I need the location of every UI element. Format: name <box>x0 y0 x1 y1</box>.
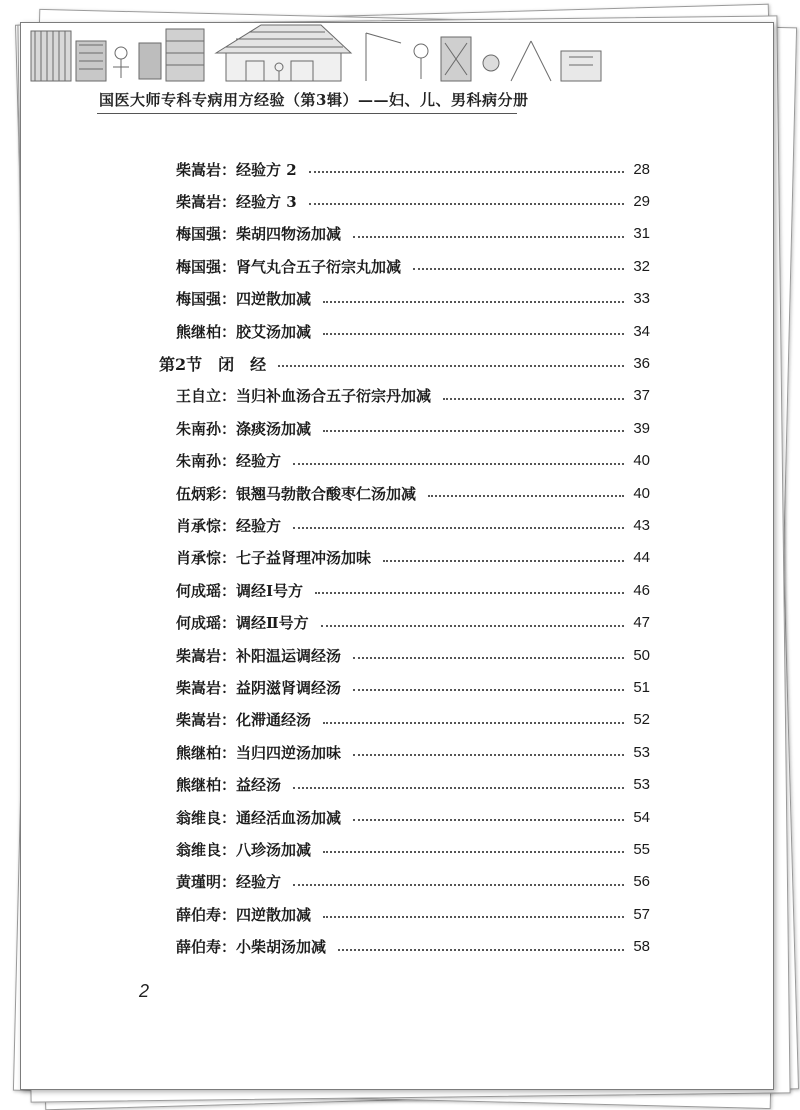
toc-entry-page: 43 <box>633 516 650 534</box>
toc-entry-page: 52 <box>633 711 650 729</box>
toc-leader-dots <box>293 463 624 465</box>
toc-leader-dots <box>353 236 624 238</box>
toc-entry[interactable] <box>176 220 650 248</box>
toc-entry-title: 黄瑾明：经验方 <box>176 873 282 892</box>
toc-entry-page: 55 <box>633 840 650 858</box>
toc-leader-dots <box>323 430 624 432</box>
toc-entry-title: 王自立：当归补血汤合五子衍宗丹加减 <box>176 387 432 406</box>
toc-entry[interactable] <box>176 868 650 896</box>
toc-leader-dots <box>323 722 624 724</box>
toc-entry[interactable] <box>176 187 650 215</box>
toc-entry-title: 梅国强：柴胡四物汤加减 <box>176 225 342 244</box>
toc-entry-title: 何成瑶：调经Ⅰ号方 <box>176 581 304 600</box>
toc-entry[interactable] <box>176 803 650 831</box>
toc-leader-dots <box>428 495 624 497</box>
toc-section-heading[interactable] <box>159 349 650 377</box>
toc-entry[interactable] <box>176 641 650 669</box>
toc-entry-page: 39 <box>633 419 650 437</box>
toc-entry-title: 伍炳彩：银翘马勃散合酸枣仁汤加减 <box>176 484 417 503</box>
toc-leader-dots <box>309 203 624 205</box>
book-page <box>20 22 774 1090</box>
toc-entry-title: 朱南孙：经验方 <box>176 452 282 471</box>
toc-entry[interactable] <box>176 933 650 961</box>
toc-entry-page: 44 <box>633 549 650 567</box>
toc-entry-page: 33 <box>633 290 650 308</box>
toc-entry-title: 何成瑶：调经Ⅱ号方 <box>176 614 309 633</box>
toc-entry[interactable] <box>176 835 650 863</box>
toc-entry-page: 46 <box>633 581 650 599</box>
toc-leader-dots <box>278 365 624 367</box>
toc-entry-title: 薛伯寿：小柴胡汤加减 <box>176 938 327 957</box>
toc-leader-dots <box>315 592 624 594</box>
toc-leader-dots <box>309 171 624 173</box>
toc-leader-dots <box>323 916 624 918</box>
toc-entry-title: 柴嵩岩：经验方 3 <box>176 192 297 211</box>
toc-entry-page: 40 <box>633 452 650 470</box>
toc-leader-dots <box>323 851 624 853</box>
toc-entry-title: 肖承悰：经验方 <box>176 516 282 535</box>
toc-entry[interactable] <box>176 447 650 475</box>
toc-entry-title: 熊继柏：胶艾汤加减 <box>176 322 312 341</box>
toc-leader-dots <box>443 398 624 400</box>
toc-entry-page: 31 <box>633 225 650 243</box>
toc-entry-title: 薛伯寿：四逆散加减 <box>176 905 312 924</box>
toc-entry[interactable] <box>176 738 650 766</box>
toc-entry-title: 肖承悰：七子益肾理冲汤加味 <box>176 549 372 568</box>
toc-entry-title: 翁维良：通经活血汤加减 <box>176 808 342 827</box>
toc-entry-title: 柴嵩岩：补阳温运调经汤 <box>176 646 342 665</box>
toc-entry-page: 53 <box>633 743 650 761</box>
toc-entry[interactable] <box>176 382 650 410</box>
toc-entry-title: 柴嵩岩：化滞通经汤 <box>176 711 312 730</box>
toc-entry-title: 熊继柏：当归四逆汤加味 <box>176 743 342 762</box>
toc-entry-page: 36 <box>633 354 650 372</box>
toc-entry[interactable] <box>176 771 650 799</box>
toc-leader-dots <box>321 625 624 627</box>
toc-entry-title: 梅国强：四逆散加减 <box>176 290 312 309</box>
toc-entry-title: 梅国强：肾气丸合五子衍宗丸加减 <box>176 257 402 276</box>
toc-entry[interactable] <box>176 317 650 345</box>
toc-entry[interactable] <box>176 155 650 183</box>
toc-entry-page: 32 <box>633 257 650 275</box>
toc-entry-page: 28 <box>633 160 650 178</box>
toc-entry-title: 柴嵩岩：益阴滋肾调经汤 <box>176 678 342 697</box>
toc-entry-title: 朱南孙：涤痰汤加减 <box>176 419 312 438</box>
toc-entry-title: 柴嵩岩：经验方 2 <box>176 160 297 179</box>
toc-entry-title: 第2节 闭 经 <box>159 354 267 374</box>
toc-entry[interactable] <box>176 511 650 539</box>
header-divider <box>97 113 517 114</box>
toc-entry-page: 51 <box>633 678 650 696</box>
toc-leader-dots <box>413 268 624 270</box>
toc-entry-title: 翁维良：八珍汤加减 <box>176 840 312 859</box>
toc-entry[interactable] <box>176 609 650 637</box>
toc-entry[interactable] <box>176 900 650 928</box>
running-header-title: 国医大师专科专病用方经验（第3辑）——妇、儿、男科病分册 <box>99 91 529 109</box>
toc-leader-dots <box>353 657 624 659</box>
toc-entry[interactable] <box>176 479 650 507</box>
toc-entry[interactable] <box>176 673 650 701</box>
toc-entry-page: 37 <box>633 387 650 405</box>
toc-entry[interactable] <box>176 706 650 734</box>
toc-leader-dots <box>293 787 624 789</box>
toc-entry[interactable] <box>176 576 650 604</box>
toc-entry-page: 54 <box>633 808 650 826</box>
toc-entry-page: 50 <box>633 646 650 664</box>
toc-entry[interactable] <box>176 252 650 280</box>
toc-leader-dots <box>383 560 624 562</box>
toc-leader-dots <box>353 754 624 756</box>
toc-entry-page: 56 <box>633 873 650 891</box>
toc-leader-dots <box>293 884 624 886</box>
toc-entry-page: 58 <box>633 938 650 956</box>
page-number: 2 <box>139 981 150 1001</box>
toc-entry-page: 29 <box>633 192 650 210</box>
toc-entry-page: 47 <box>633 614 650 632</box>
toc-leader-dots <box>323 333 624 335</box>
toc-entry-page: 57 <box>633 905 650 923</box>
toc-entry-title: 熊继柏：益经汤 <box>176 776 282 795</box>
toc-leader-dots <box>353 689 624 691</box>
toc-leader-dots <box>338 949 624 951</box>
toc-leader-dots <box>293 527 624 529</box>
toc-entry[interactable] <box>176 544 650 572</box>
toc-entry-page: 53 <box>633 776 650 794</box>
toc-entry-page: 40 <box>633 484 650 502</box>
toc-entry-page: 34 <box>633 322 650 340</box>
toc-leader-dots <box>323 301 624 303</box>
header-illustration <box>21 23 773 85</box>
toc-entry[interactable] <box>176 285 650 313</box>
toc-entry[interactable] <box>176 414 650 442</box>
toc-leader-dots <box>353 819 624 821</box>
